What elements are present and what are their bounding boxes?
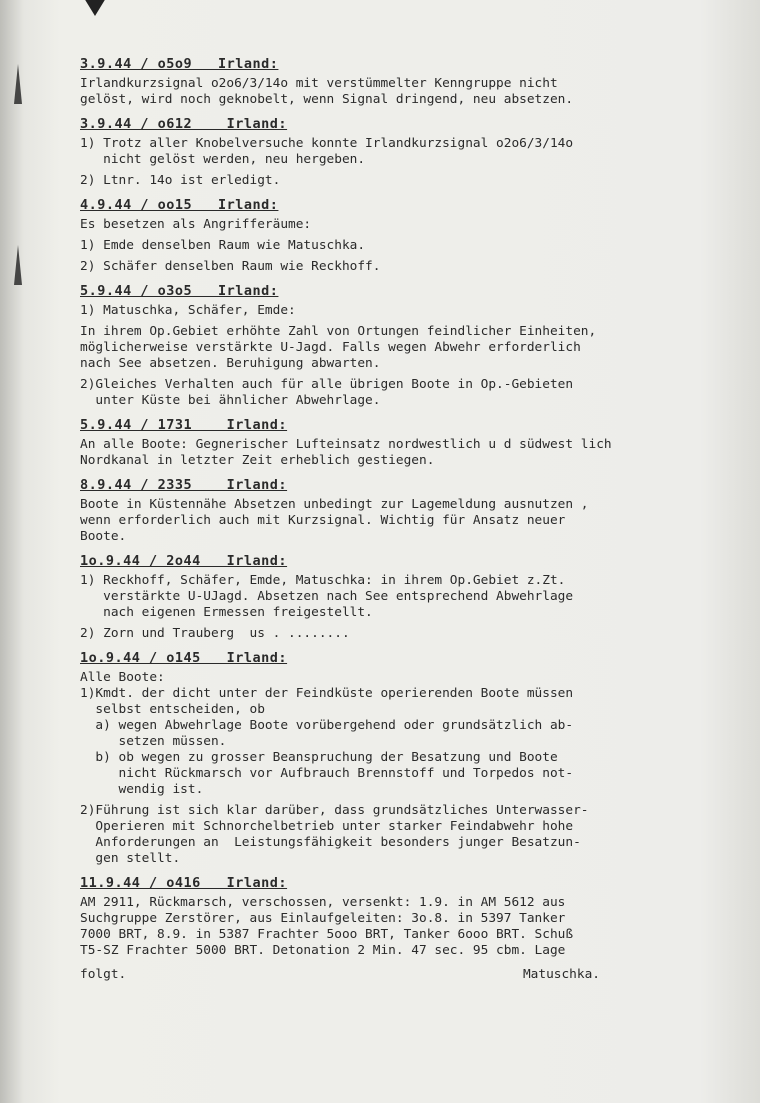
text-line: nach eigenen Ermessen freigestellt.	[80, 605, 373, 620]
entry-heading: 1o.9.44 / 2o44 Irland:	[80, 553, 288, 569]
punch-mark-icon	[84, 0, 106, 16]
entry-paragraph	[80, 324, 704, 372]
log-entry	[80, 650, 704, 867]
text-line: setzen müssen.	[80, 734, 227, 749]
text-line: 1)Kmdt. der dicht unter der Feindküste operierenden Boote müssen	[80, 686, 574, 701]
text-line: wenn erforderlich auch mit Kurzsignal. Wichtig für Ansatz neuer	[80, 513, 566, 528]
text-line: möglicherweise verstärkte U-Jagd. Falls wegen Abwehr erforderlich	[80, 340, 581, 355]
entry-paragraph	[80, 136, 704, 168]
text-line: 2) Schäfer denselben Raum wie Reckhoff.	[80, 259, 381, 274]
signoff	[80, 967, 600, 983]
text-line: a) wegen Abwehrlage Boote vorübergehend oder grundsätzlich ab-	[80, 718, 574, 733]
log-entry	[80, 283, 704, 409]
text-line: wendig ist.	[80, 782, 204, 797]
entry-heading: 8.9.44 / 2335 Irland:	[80, 477, 288, 493]
entry-paragraph	[80, 259, 704, 275]
text-line: nicht gelöst werden, neu hergeben.	[80, 152, 366, 167]
text-line: Irlandkurzsignal o2o6/3/14o mit verstümmelter Kenngruppe nicht	[80, 76, 558, 91]
entry-heading: 4.9.44 / oo15 Irland:	[80, 197, 279, 213]
signoff-continuation: folgt.	[80, 967, 127, 982]
text-line: 1) Emde denselben Raum wie Matuschka.	[80, 238, 366, 253]
text-line: 1) Trotz aller Knobelversuche konnte Irlandkurzsignal o2o6/3/14o	[80, 136, 574, 151]
text-line: Suchgruppe Zerstörer, aus Einlaufgeleiten: 3o.8. in 5397 Tanker	[80, 911, 566, 926]
entry-paragraph	[80, 303, 704, 319]
log-entry	[80, 875, 704, 959]
text-line: Boote.	[80, 529, 127, 544]
text-line: In ihrem Op.Gebiet erhöhte Zahl von Ortungen feindlicher Einheiten,	[80, 324, 597, 339]
entry-paragraph	[80, 217, 704, 233]
entry-paragraph	[80, 377, 704, 409]
text-line: 2)Gleiches Verhalten auch für alle übrigen Boote in Op.-Gebieten	[80, 377, 574, 392]
entry-paragraph	[80, 803, 704, 867]
binding-hole-icon	[14, 64, 22, 104]
entry-heading: 5.9.44 / 1731 Irland:	[80, 417, 288, 433]
text-line: Anforderungen an Leistungsfähigkeit besonders junger Besatzun-	[80, 835, 581, 850]
entry-heading: 1o.9.44 / o145 Irland:	[80, 650, 288, 666]
text-line: 2)Führung ist sich klar darüber, dass grundsätzliches Unterwasser-	[80, 803, 589, 818]
entry-heading: 11.9.44 / o416 Irland:	[80, 875, 288, 891]
log-entry	[80, 477, 704, 545]
text-line: gen stellt.	[80, 851, 181, 866]
text-line: 2) Ltnr. 14o ist erledigt.	[80, 173, 281, 188]
entry-paragraph	[80, 626, 704, 642]
text-line: An alle Boote: Gegnerischer Lufteinsatz nordwestlich u d südwest lich	[80, 437, 612, 452]
text-line: T5-SZ Frachter 5000 BRT. Detonation 2 Min. 47 sec. 95 cbm. Lage	[80, 943, 566, 958]
entry-heading: 3.9.44 / o5o9 Irland:	[80, 56, 279, 72]
entry-heading: 5.9.44 / o3o5 Irland:	[80, 283, 279, 299]
signoff-signature: Matuschka.	[522, 967, 600, 982]
entry-heading: 3.9.44 / o612 Irland:	[80, 116, 288, 132]
binding-hole-icon	[14, 245, 22, 285]
entry-paragraph	[80, 573, 704, 621]
entry-paragraph	[80, 497, 704, 545]
text-line: 7000 BRT, 8.9. in 5387 Frachter 5ooo BRT, Tanker 6ooo BRT. Schuß	[80, 927, 574, 942]
log-entry	[80, 417, 704, 469]
text-line: Boote in Küstennähe Absetzen unbedingt zur Lagemeldung ausnutzen ,	[80, 497, 589, 512]
text-line: nicht Rückmarsch vor Aufbrauch Brennstoff und Torpedos not-	[80, 766, 574, 781]
entry-paragraph	[80, 895, 704, 959]
text-line: Nordkanal in letzter Zeit erheblich gestiegen.	[80, 453, 435, 468]
text-line: unter Küste bei ähnlicher Abwehrlage.	[80, 393, 381, 408]
entry-paragraph	[80, 76, 704, 108]
text-line: AM 2911, Rückmarsch, verschossen, versenkt: 1.9. in AM 5612 aus	[80, 895, 566, 910]
log-entry	[80, 553, 704, 642]
text-line: selbst entscheiden, ob	[80, 702, 265, 717]
entry-paragraph	[80, 173, 704, 189]
log-entry	[80, 116, 704, 189]
log-entries	[80, 56, 704, 959]
log-entry	[80, 197, 704, 275]
entry-paragraph	[80, 670, 704, 798]
text-line: Operieren mit Schnorchelbetrieb unter starker Feindabwehr hohe	[80, 819, 574, 834]
text-line: verstärkte U-UJagd. Absetzen nach See entsprechend Abwehrlage	[80, 589, 574, 604]
text-line: nach See absetzen. Beruhigung abwarten.	[80, 356, 381, 371]
entry-paragraph	[80, 437, 704, 469]
text-line: Es besetzen als Angrifferäume:	[80, 217, 312, 232]
text-line: 2) Zorn und Trauberg us . ........	[80, 626, 350, 641]
text-line: 1) Matuschka, Schäfer, Emde:	[80, 303, 296, 318]
text-line: gelöst, wird noch geknobelt, wenn Signal dringend, neu absetzen.	[80, 92, 574, 107]
entry-paragraph	[80, 238, 704, 254]
text-line: Alle Boote:	[80, 670, 165, 685]
text-line: b) ob wegen zu grosser Beanspruchung der Besatzung und Boote	[80, 750, 558, 765]
text-line: 1) Reckhoff, Schäfer, Emde, Matuschka: in ihrem Op.Gebiet z.Zt.	[80, 573, 566, 588]
log-entry	[80, 56, 704, 108]
